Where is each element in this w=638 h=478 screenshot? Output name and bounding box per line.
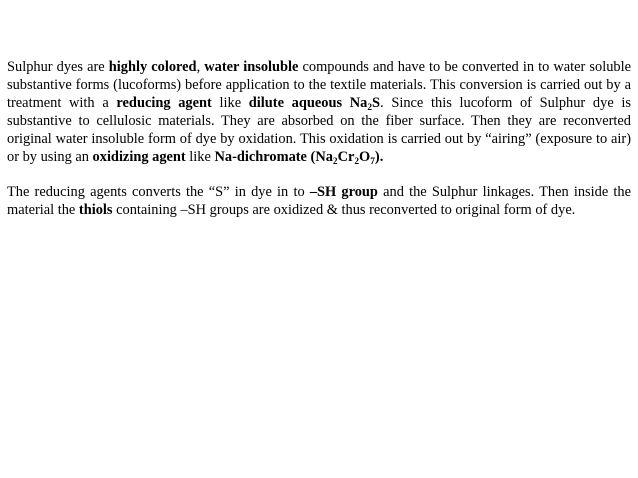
bold-highly-colored: highly colored <box>108 59 197 75</box>
bold-water-insoluble: water insoluble <box>204 59 299 75</box>
text-run: containing –SH groups are oxidized & thus reconverted to original form of dye. <box>112 202 576 218</box>
text-run: Sulphur dyes are <box>7 59 109 75</box>
bold-reducing-agent: reducing agent <box>116 95 212 111</box>
text-run: like <box>211 95 249 111</box>
bold-sh-group: –SH group <box>309 184 378 200</box>
text-run: The reducing agents converts the “S” in dye in to <box>7 184 310 200</box>
paragraph-reducing-agents <box>7 183 631 219</box>
text-run: like <box>185 149 215 165</box>
document-page <box>7 58 631 219</box>
paragraph-sulphur-dyes-intro <box>7 58 631 166</box>
bold-oxidizing-agent: oxidizing agent <box>92 149 186 165</box>
text-run: , <box>196 59 205 75</box>
bold-thiols: thiols <box>78 202 113 218</box>
bold-na-dichromate: Na-dichromate $(Na_2Cr_2O_7)$. <box>214 149 384 168</box>
text-run: . Since this lucoform of Sulphur dye is substantive to cellulosic materials. They are absorbed on the fiber surface. Then they are reconverted original water insoluble form of dye by oxidation. This oxidation is carried out by “airing” (exposure to air) or by using an <box>7 95 632 165</box>
bold-dilute-aqueous-na2s: dilute aqueous $Na_2S$ <box>248 95 381 114</box>
text-run: compounds and have to be converted in to water soluble substantive forms (lucoforms) before application to the textile materials. This conversion is carried out by a treatment with a <box>7 59 631 111</box>
text-run: and the Sulphur linkages. Then inside the material the <box>7 184 631 218</box>
